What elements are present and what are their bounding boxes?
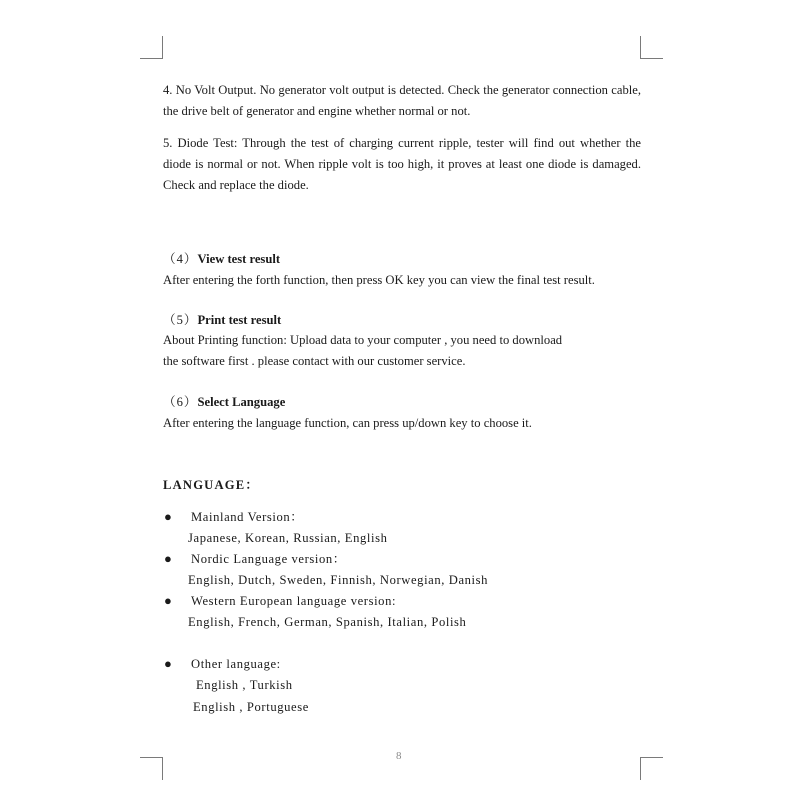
group-languages-mainland: Japanese, Korean, Russian, English <box>188 531 388 545</box>
crop-mark-top-left <box>140 36 163 59</box>
section-heading-select-language <box>163 392 285 412</box>
language-heading: LANGUAGE： <box>163 478 260 492</box>
group-languages-western-european: English, French, German, Spanish, Italian, Polish <box>188 615 467 629</box>
section-number: （4） <box>163 252 198 266</box>
group-languages-other-line-1: English , Turkish <box>196 678 293 692</box>
section-title: View test result <box>197 252 281 266</box>
group-languages-nordic: English, Dutch, Sweden, Finnish, Norwegian, Danish <box>188 573 489 587</box>
bullet-mainland: ● <box>164 509 172 524</box>
bullet-nordic: ● <box>164 551 172 566</box>
bullet-other: ● <box>164 656 172 671</box>
group-label-mainland: Mainland Version： <box>191 510 304 524</box>
section-text-print-line-1: About Printing function: Upload data to your computer , you need to download <box>163 333 563 347</box>
page-number: 8 <box>396 750 402 762</box>
section-title: Select Language <box>197 395 286 409</box>
section-text-select-language: After entering the language function, can press up/down key to choose it. <box>163 416 532 430</box>
group-label-nordic: Nordic Language version： <box>191 552 346 566</box>
section-number: （6） <box>163 395 198 409</box>
section-heading-print-test-result <box>163 310 281 330</box>
section-text-print-line-2: the software first . please contact with our customer service. <box>163 354 466 368</box>
section-number: （5） <box>163 313 198 327</box>
group-label-western-european: Western European language version: <box>191 594 397 608</box>
section-heading-view-test-result <box>163 249 280 269</box>
crop-mark-bottom-left <box>140 757 163 780</box>
paragraph-diode-test: 5. Diode Test: Through the test of charging current ripple, tester will find out whether the diode is normal or not. When ripple volt is too high, it proves at least one diode is damaged. Check and replace the diode. <box>163 136 641 192</box>
crop-mark-top-right <box>640 36 663 59</box>
bullet-western-european: ● <box>164 593 172 608</box>
paragraph-no-volt-output: 4. No Volt Output. No generator volt output is detected. Check the generator connection cable, the drive belt of generator and engine whether normal or not. <box>163 83 641 118</box>
section-title: Print test result <box>197 313 282 327</box>
section-text-view-test-result: After entering the forth function, then press OK key you can view the final test result. <box>163 273 595 287</box>
crop-mark-bottom-right <box>640 757 663 780</box>
group-languages-other-line-2: English , Portuguese <box>193 700 309 714</box>
group-label-other: Other language: <box>191 657 281 671</box>
